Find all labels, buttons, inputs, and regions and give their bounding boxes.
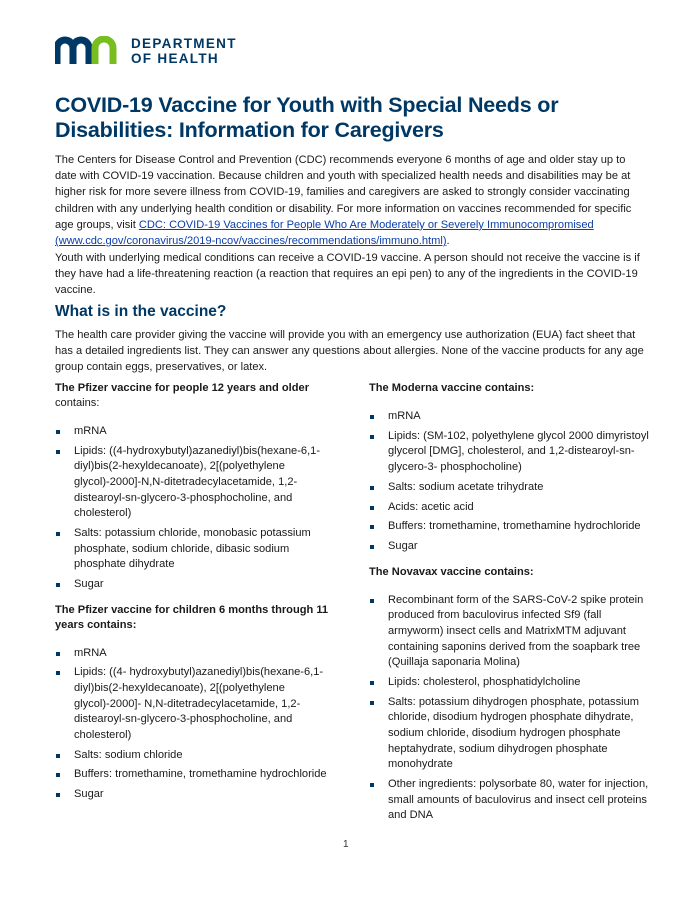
title-line-2: Disabilities: Information for Caregivers [55, 118, 444, 142]
list-item: Other ingredients: polysorbate 80, water for injection, small amounts of baculovirus and insect cell proteins and DNA [369, 777, 649, 824]
list-item: Sugar [55, 577, 335, 593]
list-item: Buffers: tromethamine, tromethamine hydrochloride [55, 767, 335, 783]
intro-paragraph [55, 152, 647, 249]
section-heading: What is in the vaccine? [55, 303, 227, 320]
list-item: Buffers: tromethamine, tromethamine hydrochloride [369, 519, 649, 535]
left-column [55, 381, 335, 807]
list-item: mRNA [55, 424, 335, 440]
list-item: Sugar [55, 787, 335, 803]
list-item: Salts: sodium chloride [55, 748, 335, 764]
moderna-list [369, 409, 649, 555]
cdc-link[interactable]: CDC: COVID-19 Vaccines for People Who Are Moderately or Severely Immunocompromised (www.cdc.gov/coronavirus/2019-ncov/vaccines/recommendations/immuno.html) [55, 218, 594, 248]
section-paragraph: The health care provider giving the vaccine will provide you with an emergency use authorization (EUA) fact sheet that has a detailed ingredients list. They can answer any questions about allergies. None of the vaccine products for any age group contain eggs, preservatives, or latex. [55, 329, 644, 374]
logo-wordmark [131, 36, 237, 66]
eligibility-paragraph: Youth with underlying medical conditions can receive a COVID-19 vaccine. A person should not receive the vaccine is if they have had a life-threatening reaction (a reaction that requires an epi pen) to any of the ingredients in the COVID-19 vaccine. [55, 252, 640, 297]
right-column [369, 381, 649, 828]
mdh-logo [55, 36, 237, 66]
list-item: Recombinant form of the SARS-CoV-2 spike protein produced from baculovirus infected Sf9 (fall armyworm) insect cells and MatrixMTM adjuvant containing saponins derived from the soapbark tree (Quillaja saponaria Molina) [369, 593, 649, 671]
logo-line-1: DEPARTMENT [131, 36, 237, 51]
page-title [55, 93, 655, 143]
list-item: Sugar [369, 539, 649, 555]
list-item: Salts: potassium dihydrogen phosphate, potassium chloride, disodium hydrogen phosphate dihydrate, sodium chloride, disodium hydrogen phosphate heptahydrate, sodium dihydrogen phosphate monohydrate [369, 695, 649, 773]
list-item: Lipids: ((4- hydroxybutyl)azanediyl)bis(hexane-6,1-diyl)bis(2-hexyldecanoate), 2[(polyethylene glycol)-2000]- N,N-ditetradecylacetamide, 1,2-distearoyl-sn-glycero-3-phosphocholine, and cholesterol) [55, 665, 335, 743]
pfizer-12-heading [55, 381, 335, 411]
moderna-heading: The Moderna vaccine contains: [369, 382, 535, 394]
list-item: Salts: sodium acetate trihydrate [369, 480, 649, 496]
list-item: mRNA [55, 646, 335, 662]
page-number: 1 [343, 839, 349, 850]
pfizer-6m-list [55, 646, 335, 803]
pfizer-12-list [55, 424, 335, 593]
pfizer-6m-heading: The Pfizer vaccine for children 6 months through 11 years contains: [55, 603, 329, 631]
list-item: Lipids: cholesterol, phosphatidylcholine [369, 675, 649, 691]
pfizer-12-heading-text: The Pfizer vaccine for people 12 years and older [55, 382, 310, 394]
list-item: mRNA [369, 409, 649, 425]
intro-text-end: . [446, 235, 450, 248]
list-item: Salts: potassium chloride, monobasic potassium phosphate, sodium chloride, dibasic sodium phosphate dihydrate [55, 526, 335, 573]
logo-line-2: OF HEALTH [131, 51, 219, 66]
novavax-list [369, 593, 649, 824]
novavax-heading: The Novavax vaccine contains: [369, 565, 534, 578]
list-item: Acids: acetic acid [369, 500, 649, 516]
list-item: Lipids: ((4-hydroxybutyl)azanediyl)bis(hexane-6,1-diyl)bis(2-hexyldecanoate), 2[(polyethylene glycol)-2000]-N,N-ditetradecylacetamide, 1,2-distearoyl-sn-glycero-3-phosphocholine, and cholesterol) [55, 444, 335, 522]
title-line-1: COVID-19 Vaccine for Youth with Special Needs or [55, 93, 559, 117]
intro-text: The Centers for Disease Control and Prevention (CDC) recommends everyone 6 months of age and older stay up to date with COVID-19 vaccination. Because children and youth with specialized health needs and disabilities may be at higher risk for more severe illness from COVID-19, families and caregivers are asked to strongly consider vaccinating children with any underlying health condition or disability. For more information on vaccines recommended for specific age groups, visit [55, 154, 632, 231]
mn-logo-icon [55, 36, 125, 66]
list-item: Lipids: (SM-102, polyethylene glycol 2000 dimyristoyl glycerol [DMG], cholesterol, and 1,2-distearoyl-sn-glycero-3- phosphocholine) [369, 429, 649, 476]
pfizer-12-heading-tail: contains: [55, 397, 100, 409]
